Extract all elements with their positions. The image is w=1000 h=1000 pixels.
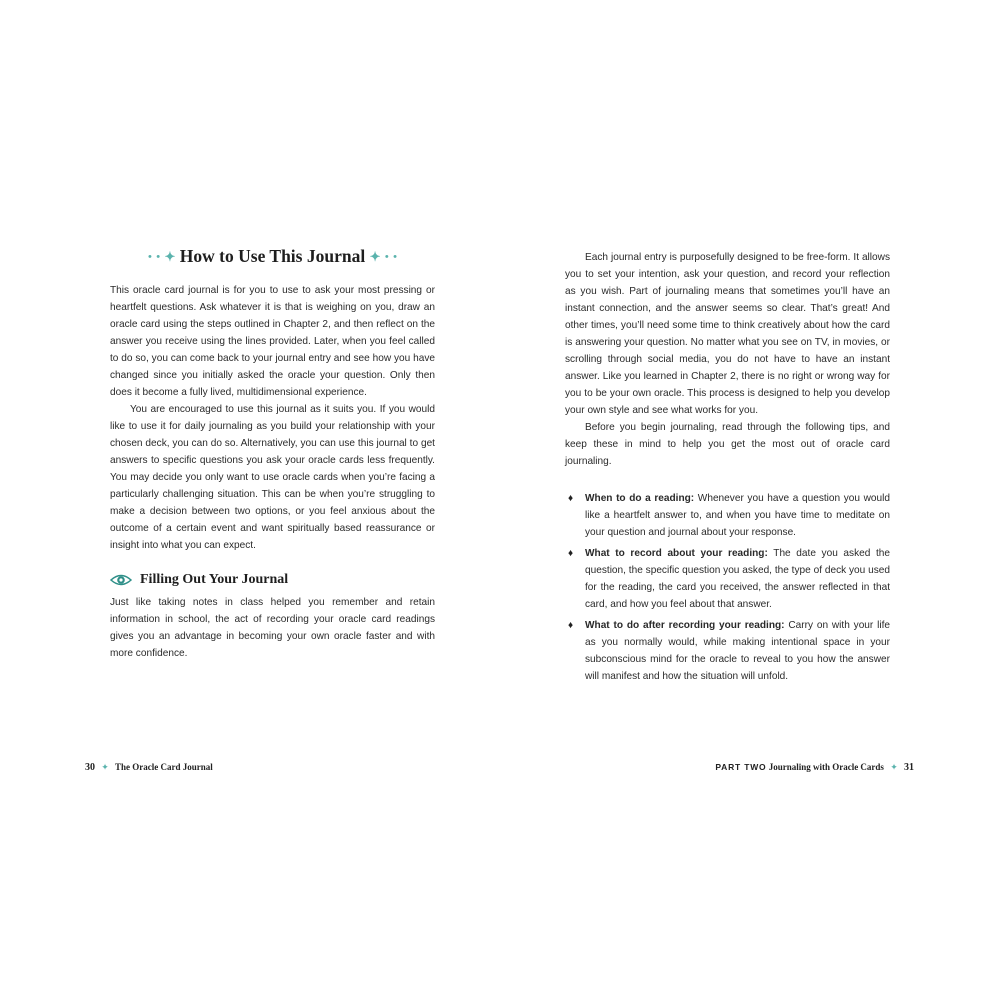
diamond-bullet-icon: ♦ bbox=[568, 493, 574, 504]
right-column bbox=[565, 249, 890, 689]
tip-item bbox=[565, 617, 890, 685]
right-footer bbox=[715, 762, 914, 773]
body-paragraph: Before you begin journaling, read through the following tips, and keep these in mind to help you get the most out of oracle card journaling. bbox=[565, 422, 890, 467]
eye-icon bbox=[110, 573, 132, 587]
section-heading-text: Filling Out Your Journal bbox=[140, 572, 289, 587]
chapter-heading bbox=[110, 246, 435, 267]
tip-text: Carry on with your life as you normally would, while making intentional space in your subconscious mind for the oracle to reveal to you how the answer will manifest and how the situation will unfold. bbox=[585, 620, 890, 682]
tip-text: Whenever you have a question you would like a heartfelt answer to, and when you have time to meditate on your question and journal about your response. bbox=[585, 493, 891, 538]
running-head-book-title: The Oracle Card Journal bbox=[115, 762, 213, 772]
page-number: 31 bbox=[904, 762, 914, 773]
dot-ornament-icon: • bbox=[156, 251, 161, 263]
diamond-bullet-icon: ♦ bbox=[568, 620, 574, 631]
tip-paragraph bbox=[585, 545, 890, 613]
tip-label: What to do after recording your reading: bbox=[585, 620, 785, 631]
page-number: 30 bbox=[85, 762, 95, 773]
tip-item bbox=[565, 545, 890, 613]
sparkle-star-icon: ✦ bbox=[890, 762, 898, 772]
running-head-part-title: Journaling with Oracle Cards bbox=[768, 762, 884, 772]
tip-label: What to record about your reading: bbox=[585, 548, 768, 559]
sparkle-star-icon: ✦ bbox=[101, 762, 109, 772]
diamond-bullet-icon: ♦ bbox=[568, 548, 574, 559]
left-column bbox=[110, 246, 435, 662]
tip-text: The date you asked the question, the specific question you asked, the type of deck you used for the reading, the card you received, the answer reflected in that card, and how you feel about that answer. bbox=[585, 548, 891, 610]
tip-item bbox=[565, 490, 890, 541]
dot-ornament-icon: • bbox=[393, 251, 397, 263]
section-heading bbox=[110, 572, 435, 588]
tip-paragraph bbox=[585, 490, 890, 541]
tips-list bbox=[565, 490, 890, 685]
body-paragraph: Just like taking notes in class helped you remember and retain information in school, the act of recording your oracle card readings gives you an advantage in becoming your own oracle faster and with more confidence. bbox=[110, 597, 435, 659]
running-head-part-label: PART TWO bbox=[715, 762, 767, 772]
dot-ornament-icon: • bbox=[148, 251, 152, 263]
chapter-title: How to Use This Journal bbox=[179, 246, 366, 266]
body-paragraph: You are encouraged to use this journal as it suits you. If you would like to use it for daily journaling as you build your relationship with your chosen deck, you can do so. Alternatively, you can use this journal to get answers to specific questions you ask your oracle cards less frequently. You may decide you only want to use oracle cards when you’re facing a particularly challenging situation. This can be when you’re struggling to make a decision between two options, or you feel anxious about the outcome of a certain event and want spiritually based reassurance or insight into what you can expect. bbox=[110, 404, 435, 551]
sparkle-star-icon: ✦ bbox=[369, 249, 381, 264]
body-paragraph: Each journal entry is purposefully designed to be free-form. It allows you to set your intention, ask your question, and record your reflection as you wish. Part of journaling means that sometimes you’ll have an instant connection, and the answer seems so clear. That’s great! And other times, you’ll need some time to think creatively about how the card is answering your question. No matter what you see on TV, in movies, or scrolling through social media, you do not have to have an instant answer. Like you learned in Chapter 2, there is no right or wrong way for you to be your own oracle. This process is designed to help you develop your own style and see what works for you. bbox=[565, 252, 890, 416]
sparkle-star-icon: ✦ bbox=[164, 249, 176, 264]
body-paragraph: This oracle card journal is for you to use to ask your most pressing or heartfelt questions. Ask whatever it is that is weighing on you, draw an oracle card using the steps outlined in Chapter 2, and then reflect on the answer you receive using the lines provided. Later, when you feel called to do so, you can come back to your journal entry and see how you have changed since you initially asked the oracle your question. Only then does it become a fully lived, multidimensional experience. bbox=[110, 285, 435, 398]
tip-paragraph bbox=[585, 617, 890, 685]
dot-ornament-icon: • bbox=[384, 251, 389, 263]
right-page bbox=[500, 0, 1000, 1000]
tip-label: When to do a reading: bbox=[585, 493, 695, 504]
left-footer bbox=[85, 762, 213, 773]
